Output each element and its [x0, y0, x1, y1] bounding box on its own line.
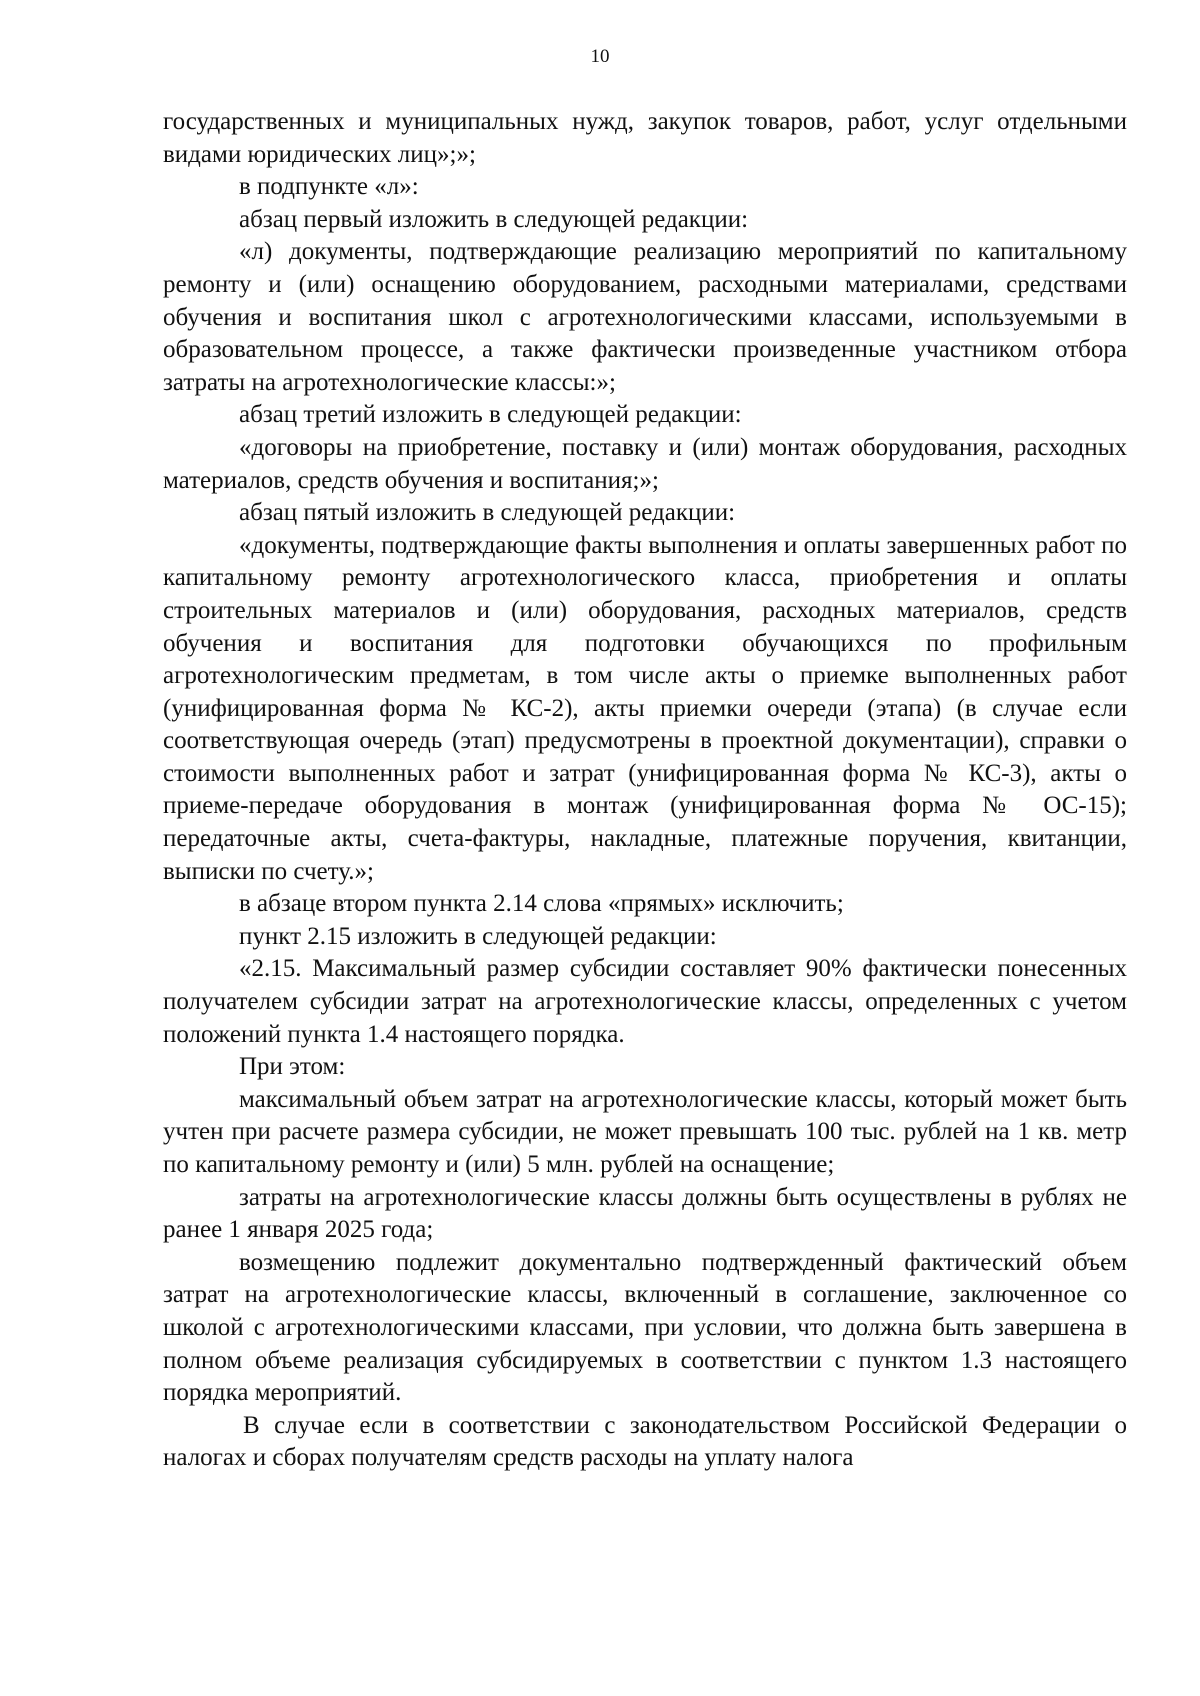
paragraph-reimbursement: возмещению подлежит документально подтвержденный фактический объем затрат на агротехнологические классы, включенный в соглашение, заключенное со школой с агротехнологическими классами, при условии, что должна быть завершена в полном объеме реализация субсидируемых в соответствии с пунктом 1.3 настоящего порядка мероприятий. [163, 1248, 1127, 1407]
paragraph-tax-case: В случае если в соответствии с законодательством Российской Федерации о налогах и сборах получателям средств расходы на уплату налога [163, 1411, 1127, 1472]
paragraph-continuation: государственных и муниципальных нужд, закупок товаров, работ, услуг отдельными видами юридических лиц»;»; [163, 108, 1127, 168]
paragraph-point-2-14: в абзаце втором пункта 2.14 слова «прямых» исключить; [239, 890, 844, 918]
paragraph-subclause-l: в подпункте «л»: [239, 173, 419, 201]
page-number: 10 [590, 46, 610, 67]
paragraph-third-abzac: абзац третий изложить в следующей редакции: [239, 401, 742, 429]
document-body [163, 106, 1127, 1475]
paragraph-pri-etom: При этом: [239, 1053, 346, 1081]
paragraph-costs-date: затраты на агротехнологические классы должны быть осуществлены в рублях не ранее 1 января 2025 года; [163, 1183, 1127, 1244]
paragraph-point-2-15-intro: пункт 2.15 изложить в следующей редакции: [239, 922, 717, 950]
paragraph-point-2-15: «2.15. Максимальный размер субсидии составляет 90% фактически понесенных получателем субсидии затрат на агротехнологические классы, определенных с учетом положений пункта 1.4 настоящего порядка. [163, 955, 1127, 1048]
paragraph-first-abzac: абзац первый изложить в следующей редакции: [239, 205, 749, 233]
paragraph-documents-list: «документы, подтверждающие факты выполнения и оплаты завершенных работ по капитальному ремонту агротехнологического класса, приобретения и оплаты строительных материалов и (или) оборудования, расходных материалов, средств обучения и воспитания для подготовки обучающихся по профильным агротехнологическим предметам, в том числе акты о приемке выполненных работ (унифицированная форма № КС-2), акты приемки очереди (этапа) (в случае если соответствующая очередь (этап) предусмотрены в проектной документации), справки о стоимости выполненных работ и затрат (унифицированная форма № КС-3), акты о приеме-передаче оборудования в монтаж (унифицированная форма № ОС-15); передаточные акты, счета-фактуры, накладные, платежные поручения, квитанции, выписки по счету.»; [163, 531, 1127, 885]
paragraph-contracts: «договоры на приобретение, поставку и (или) монтаж оборудования, расходных материалов, средств обучения и воспитания;»; [163, 433, 1127, 494]
paragraph-l-documents: «л) документы, подтверждающие реализацию мероприятий по капитальному ремонту и (или) оснащению оборудованием, расходными материалами, средствами обучения и воспитания школ с агротехнологическими классами, используемыми в образовательном процессе, а также фактически произведенные участником отбора затраты на агротехнологические классы:»; [163, 238, 1127, 396]
paragraph-fifth-abzac: абзац пятый изложить в следующей редакции: [239, 499, 736, 527]
paragraph-max-volume: максимальный объем затрат на агротехнологические классы, который может быть учтен при расчете размера субсидии, не может превышать 100 тыс. рублей на 1 кв. метр по капитальному ремонту и (или) 5 млн. рублей на оснащение; [163, 1085, 1127, 1178]
